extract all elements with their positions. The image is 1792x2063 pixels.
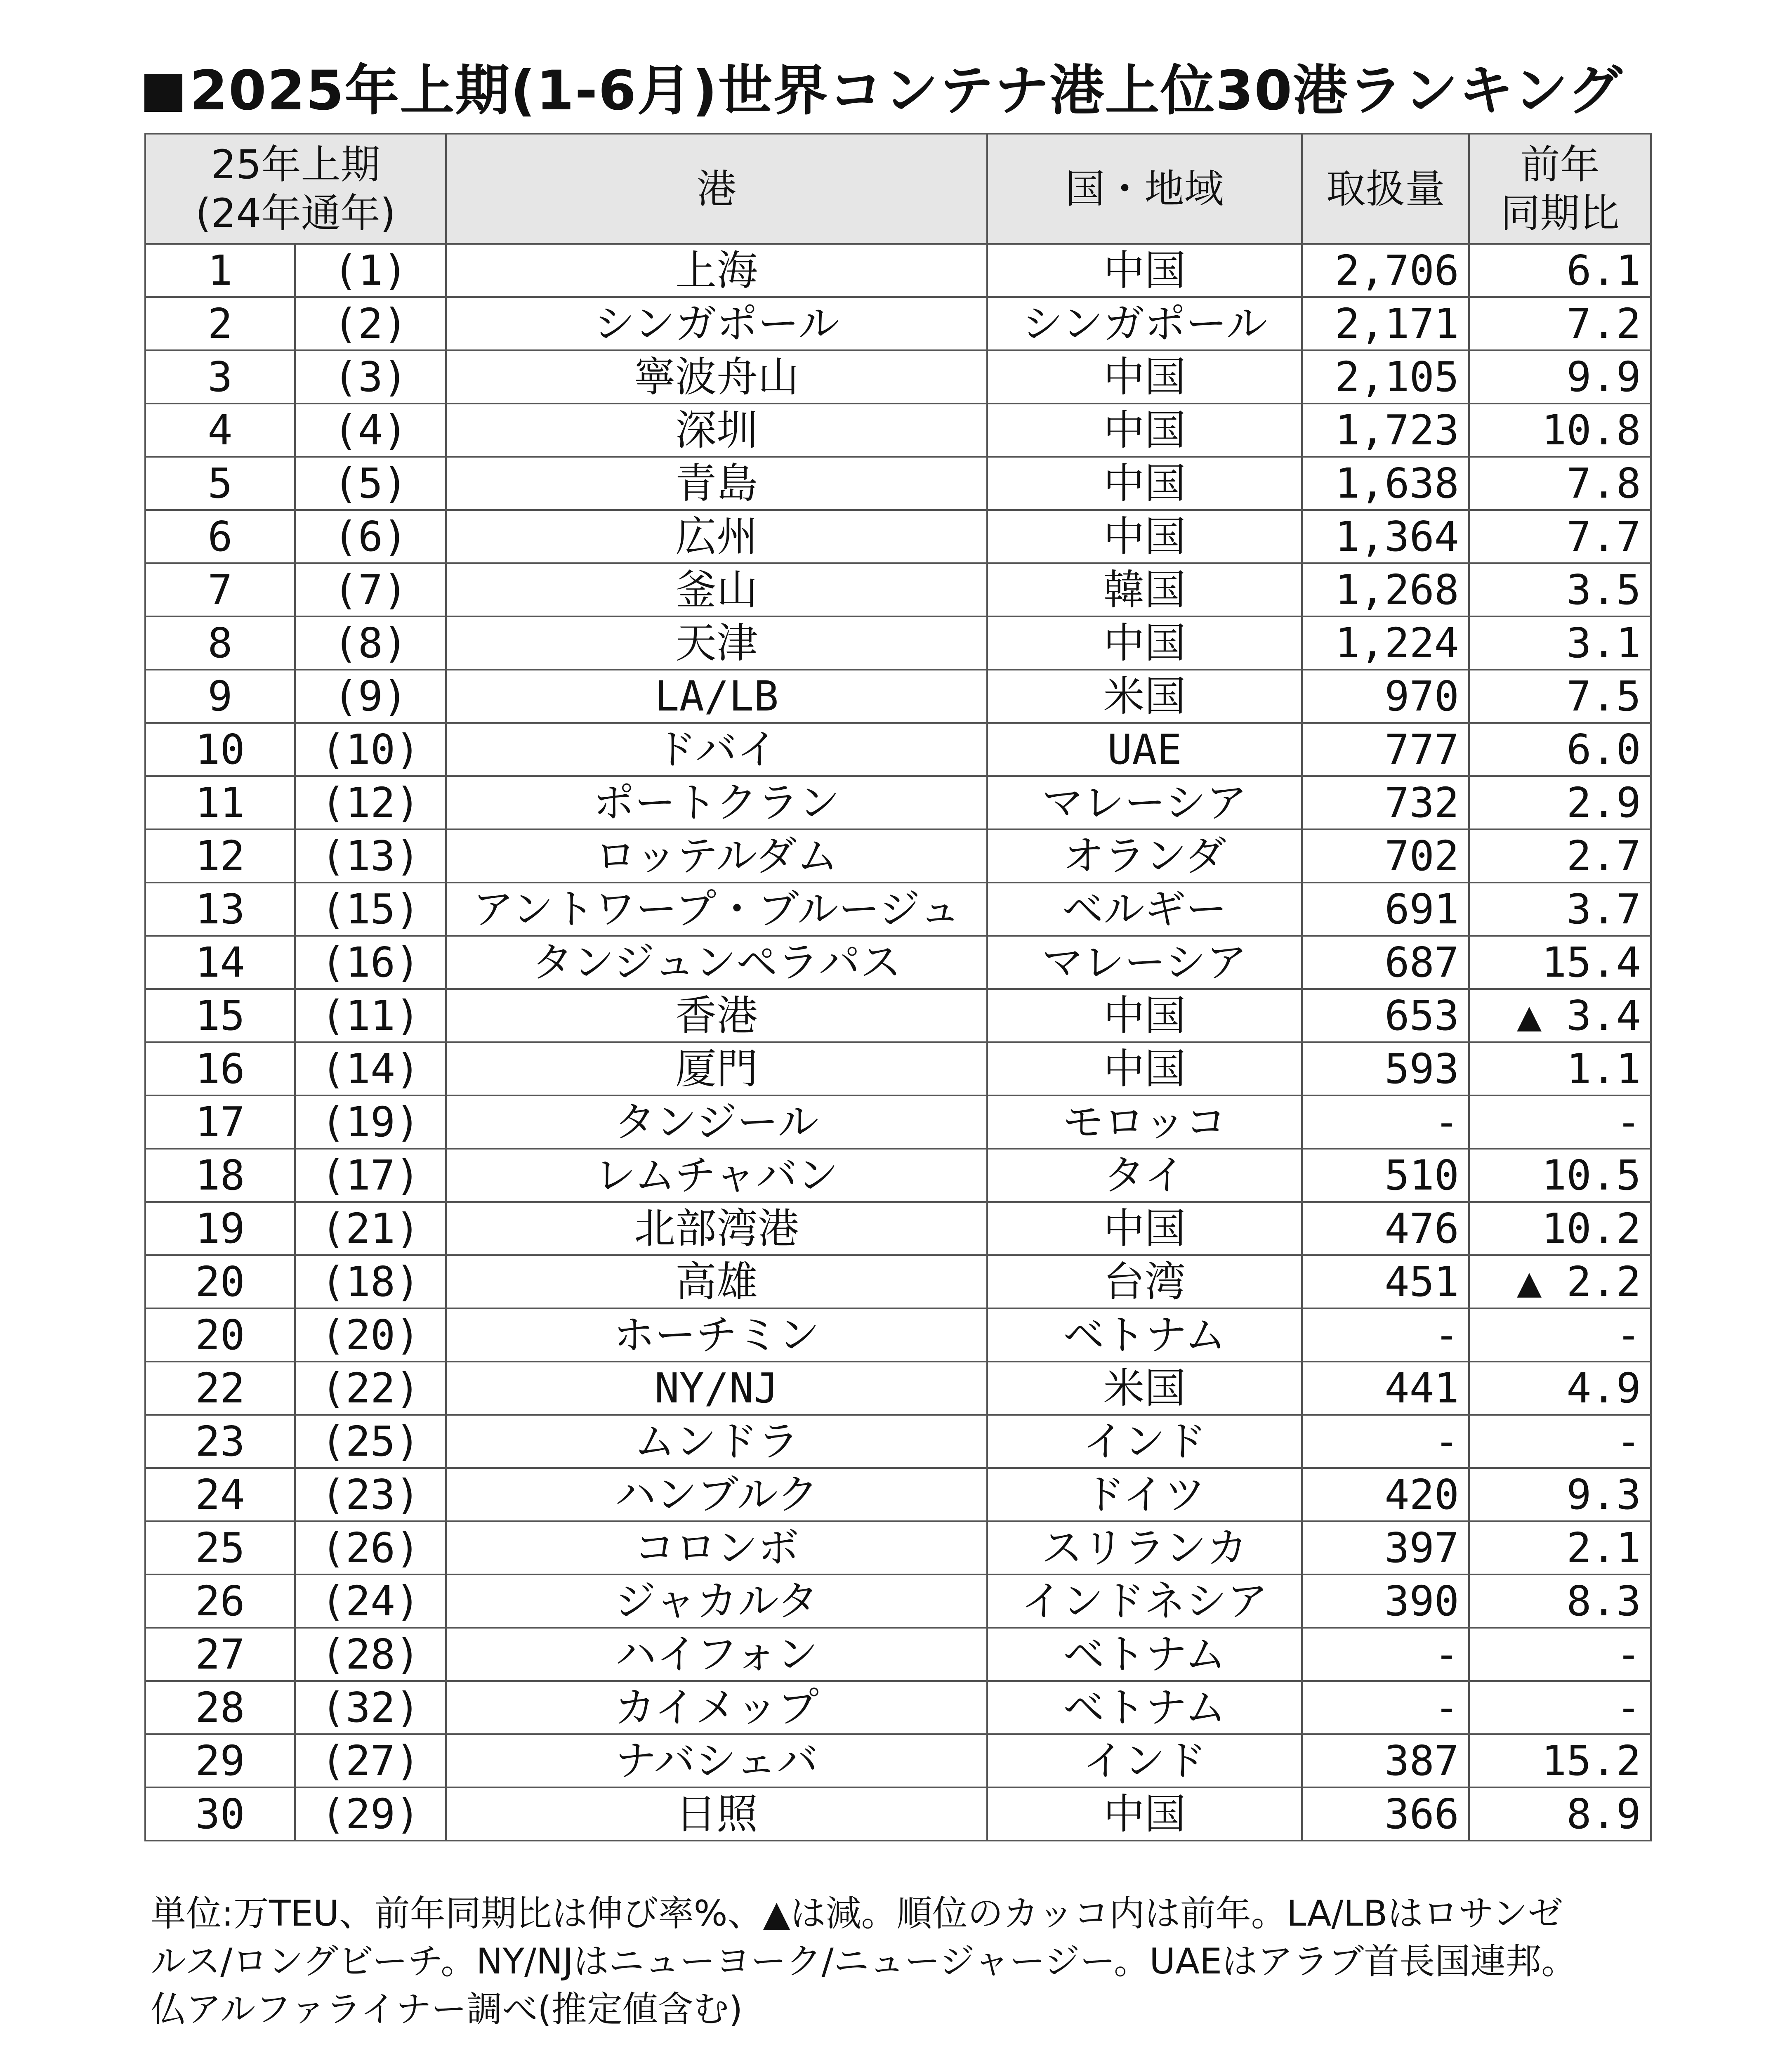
page-title-text: 2025年上期(1-6月)世界コンテナ港上位30港ランキング — [190, 59, 1623, 123]
rank-cell: 2 — [145, 297, 295, 350]
table-row — [145, 1149, 1651, 1202]
port-cell: カイメップ — [446, 1681, 987, 1734]
header-port: 港 — [446, 134, 987, 244]
volume-cell: 1,224 — [1302, 616, 1469, 670]
port-cell: 寧波舟山 — [446, 350, 987, 404]
change-cell: 8.9 — [1469, 1787, 1651, 1841]
change-cell: - — [1469, 1628, 1651, 1681]
prev-rank-cell: (9) — [295, 670, 446, 723]
header-country: 国・地域 — [987, 134, 1302, 244]
prev-rank-cell: (16) — [295, 936, 446, 989]
country-cell: UAE — [987, 723, 1302, 776]
port-cell: 北部湾港 — [446, 1202, 987, 1255]
header-change — [1469, 134, 1651, 244]
table-row — [145, 297, 1651, 350]
table-row — [145, 1255, 1651, 1308]
table-row — [145, 563, 1651, 616]
port-cell: タンジール — [446, 1095, 987, 1149]
port-cell: 広州 — [446, 510, 987, 563]
change-cell: - — [1469, 1308, 1651, 1362]
prev-rank-cell: (12) — [295, 776, 446, 829]
country-cell: スリランカ — [987, 1521, 1302, 1574]
header-rank-line1: 25年上期 — [211, 141, 380, 188]
table-row — [145, 723, 1651, 776]
port-cell: ドバイ — [446, 723, 987, 776]
volume-cell: 702 — [1302, 829, 1469, 883]
port-cell: ジャカルタ — [446, 1574, 987, 1628]
table-row — [145, 350, 1651, 404]
change-cell: 1.1 — [1469, 1042, 1651, 1095]
volume-cell: 510 — [1302, 1149, 1469, 1202]
footnote — [151, 1890, 1652, 2033]
port-cell: コロンボ — [446, 1521, 987, 1574]
country-cell: タイ — [987, 1149, 1302, 1202]
change-cell: 9.3 — [1469, 1468, 1651, 1521]
prev-rank-cell: (29) — [295, 1787, 446, 1841]
volume-cell: - — [1302, 1681, 1469, 1734]
volume-cell: 2,171 — [1302, 297, 1469, 350]
country-cell: 中国 — [987, 510, 1302, 563]
rank-cell: 20 — [145, 1308, 295, 1362]
port-cell: ナバシェバ — [446, 1734, 987, 1787]
volume-cell: 2,105 — [1302, 350, 1469, 404]
port-cell: 天津 — [446, 616, 987, 670]
country-cell: 中国 — [987, 616, 1302, 670]
volume-cell: 420 — [1302, 1468, 1469, 1521]
volume-cell: 397 — [1302, 1521, 1469, 1574]
footnote-line-1: 単位:万TEU、前年同期比は伸び率%、▲は減。順位のカッコ内は前年。LA/LBはロサンゼ — [151, 1893, 1563, 1934]
rank-cell: 20 — [145, 1255, 295, 1308]
change-cell: 3.5 — [1469, 563, 1651, 616]
port-cell: レムチャバン — [446, 1149, 987, 1202]
prev-rank-cell: (19) — [295, 1095, 446, 1149]
volume-cell: - — [1302, 1628, 1469, 1681]
change-cell: 15.4 — [1469, 936, 1651, 989]
port-cell: タンジュンペラパス — [446, 936, 987, 989]
port-cell: ロッテルダム — [446, 829, 987, 883]
volume-cell: 687 — [1302, 936, 1469, 989]
change-cell: - — [1469, 1681, 1651, 1734]
change-cell: 8.3 — [1469, 1574, 1651, 1628]
volume-cell: - — [1302, 1415, 1469, 1468]
change-cell: 10.5 — [1469, 1149, 1651, 1202]
volume-cell: 441 — [1302, 1362, 1469, 1415]
country-cell: 中国 — [987, 1042, 1302, 1095]
rank-cell: 30 — [145, 1787, 295, 1841]
change-cell: 7.7 — [1469, 510, 1651, 563]
prev-rank-cell: (10) — [295, 723, 446, 776]
table-row — [145, 1308, 1651, 1362]
country-cell: インドネシア — [987, 1574, 1302, 1628]
volume-cell: 1,638 — [1302, 457, 1469, 510]
country-cell: インド — [987, 1734, 1302, 1787]
port-cell: シンガポール — [446, 297, 987, 350]
header-change-line2: 同期比 — [1500, 190, 1620, 236]
rank-cell: 19 — [145, 1202, 295, 1255]
rank-cell: 14 — [145, 936, 295, 989]
port-cell: ポートクラン — [446, 776, 987, 829]
table-row — [145, 1628, 1651, 1681]
table-row — [145, 1415, 1651, 1468]
country-cell: 韓国 — [987, 563, 1302, 616]
volume-cell: 593 — [1302, 1042, 1469, 1095]
change-cell: 6.0 — [1469, 723, 1651, 776]
port-cell: 香港 — [446, 989, 987, 1042]
rank-cell: 3 — [145, 350, 295, 404]
country-cell: マレーシア — [987, 936, 1302, 989]
volume-cell: - — [1302, 1308, 1469, 1362]
country-cell: 中国 — [987, 1787, 1302, 1841]
table-header-row — [145, 134, 1651, 244]
prev-rank-cell: (8) — [295, 616, 446, 670]
table-row — [145, 936, 1651, 989]
table-row — [145, 883, 1651, 936]
country-cell: 中国 — [987, 989, 1302, 1042]
country-cell: 米国 — [987, 670, 1302, 723]
table-row — [145, 989, 1651, 1042]
change-cell: 9.9 — [1469, 350, 1651, 404]
rank-cell: 6 — [145, 510, 295, 563]
header-rank-line2: (24年通年) — [195, 190, 396, 236]
rank-cell: 8 — [145, 616, 295, 670]
rank-cell: 27 — [145, 1628, 295, 1681]
volume-cell: 451 — [1302, 1255, 1469, 1308]
header-volume: 取扱量 — [1302, 134, 1469, 244]
country-cell: インド — [987, 1415, 1302, 1468]
country-cell: シンガポール — [987, 297, 1302, 350]
rank-cell: 5 — [145, 457, 295, 510]
volume-cell: 387 — [1302, 1734, 1469, 1787]
rank-cell: 1 — [145, 244, 295, 297]
change-cell: 2.1 — [1469, 1521, 1651, 1574]
header-change-line1: 前年 — [1520, 141, 1600, 188]
country-cell: 中国 — [987, 457, 1302, 510]
volume-cell: 777 — [1302, 723, 1469, 776]
prev-rank-cell: (2) — [295, 297, 446, 350]
volume-cell: 1,268 — [1302, 563, 1469, 616]
port-cell: 釜山 — [446, 563, 987, 616]
country-cell: ベトナム — [987, 1681, 1302, 1734]
table-row — [145, 616, 1651, 670]
change-cell: ▲ 3.4 — [1469, 989, 1651, 1042]
change-cell: 6.1 — [1469, 244, 1651, 297]
country-cell: オランダ — [987, 829, 1302, 883]
prev-rank-cell: (14) — [295, 1042, 446, 1095]
change-cell: - — [1469, 1095, 1651, 1149]
prev-rank-cell: (22) — [295, 1362, 446, 1415]
change-cell: 4.9 — [1469, 1362, 1651, 1415]
prev-rank-cell: (32) — [295, 1681, 446, 1734]
country-cell: 中国 — [987, 404, 1302, 457]
volume-cell: 970 — [1302, 670, 1469, 723]
country-cell: 米国 — [987, 1362, 1302, 1415]
prev-rank-cell: (28) — [295, 1628, 446, 1681]
volume-cell: - — [1302, 1095, 1469, 1149]
change-cell: 10.8 — [1469, 404, 1651, 457]
rank-cell: 16 — [145, 1042, 295, 1095]
prev-rank-cell: (23) — [295, 1468, 446, 1521]
rank-cell: 7 — [145, 563, 295, 616]
change-cell: 2.9 — [1469, 776, 1651, 829]
footnote-line-3: 仏アルファライナー調べ(推定値含む) — [151, 1989, 743, 2030]
change-cell: 10.2 — [1469, 1202, 1651, 1255]
table-row — [145, 1734, 1651, 1787]
country-cell: 中国 — [987, 1202, 1302, 1255]
change-cell: ▲ 2.2 — [1469, 1255, 1651, 1308]
prev-rank-cell: (20) — [295, 1308, 446, 1362]
change-cell: 3.7 — [1469, 883, 1651, 936]
volume-cell: 476 — [1302, 1202, 1469, 1255]
port-cell: 上海 — [446, 244, 987, 297]
rank-cell: 12 — [145, 829, 295, 883]
prev-rank-cell: (6) — [295, 510, 446, 563]
rank-cell: 11 — [145, 776, 295, 829]
port-cell: 高雄 — [446, 1255, 987, 1308]
port-cell: LA/LB — [446, 670, 987, 723]
table-row — [145, 404, 1651, 457]
port-cell: ムンドラ — [446, 1415, 987, 1468]
table-row — [145, 1681, 1651, 1734]
table-row — [145, 1787, 1651, 1841]
prev-rank-cell: (15) — [295, 883, 446, 936]
port-cell: 厦門 — [446, 1042, 987, 1095]
country-cell: ドイツ — [987, 1468, 1302, 1521]
volume-cell: 390 — [1302, 1574, 1469, 1628]
table-row — [145, 457, 1651, 510]
rank-cell: 26 — [145, 1574, 295, 1628]
prev-rank-cell: (11) — [295, 989, 446, 1042]
footnote-line-2: ルス/ロングビーチ。NY/NJはニューヨーク/ニュージャージー。UAEはアラブ首長国連邦。 — [151, 1941, 1577, 1982]
rank-cell: 4 — [145, 404, 295, 457]
prev-rank-cell: (3) — [295, 350, 446, 404]
prev-rank-cell: (25) — [295, 1415, 446, 1468]
rank-cell: 25 — [145, 1521, 295, 1574]
prev-rank-cell: (1) — [295, 244, 446, 297]
table-row — [145, 1362, 1651, 1415]
volume-cell: 691 — [1302, 883, 1469, 936]
port-cell: 深圳 — [446, 404, 987, 457]
table-row — [145, 1574, 1651, 1628]
table-row — [145, 244, 1651, 297]
table-row — [145, 776, 1651, 829]
port-cell: NY/NJ — [446, 1362, 987, 1415]
country-cell: 台湾 — [987, 1255, 1302, 1308]
rank-cell: 13 — [145, 883, 295, 936]
country-cell: ベトナム — [987, 1308, 1302, 1362]
table-row — [145, 1521, 1651, 1574]
ranking-table — [144, 133, 1652, 1841]
table-row — [145, 829, 1651, 883]
header-rank — [145, 134, 446, 244]
change-cell: 7.8 — [1469, 457, 1651, 510]
volume-cell: 1,723 — [1302, 404, 1469, 457]
country-cell: マレーシア — [987, 776, 1302, 829]
prev-rank-cell: (21) — [295, 1202, 446, 1255]
table-body — [145, 244, 1651, 1841]
prev-rank-cell: (7) — [295, 563, 446, 616]
table-row — [145, 670, 1651, 723]
rank-cell: 10 — [145, 723, 295, 776]
country-cell: ベトナム — [987, 1628, 1302, 1681]
rank-cell: 17 — [145, 1095, 295, 1149]
port-cell: アントワープ・ブルージュ — [446, 883, 987, 936]
rank-cell: 28 — [145, 1681, 295, 1734]
country-cell: ベルギー — [987, 883, 1302, 936]
page-title — [144, 50, 1629, 132]
change-cell: 7.2 — [1469, 297, 1651, 350]
volume-cell: 1,364 — [1302, 510, 1469, 563]
rank-cell: 22 — [145, 1362, 295, 1415]
rank-cell: 9 — [145, 670, 295, 723]
rank-cell: 15 — [145, 989, 295, 1042]
prev-rank-cell: (27) — [295, 1734, 446, 1787]
table-row — [145, 1095, 1651, 1149]
port-cell: 青島 — [446, 457, 987, 510]
country-cell: 中国 — [987, 244, 1302, 297]
black-square-icon — [144, 74, 182, 112]
prev-rank-cell: (18) — [295, 1255, 446, 1308]
prev-rank-cell: (26) — [295, 1521, 446, 1574]
rank-cell: 23 — [145, 1415, 295, 1468]
port-cell: 日照 — [446, 1787, 987, 1841]
prev-rank-cell: (4) — [295, 404, 446, 457]
volume-cell: 653 — [1302, 989, 1469, 1042]
port-cell: ホーチミン — [446, 1308, 987, 1362]
prev-rank-cell: (5) — [295, 457, 446, 510]
rank-cell: 18 — [145, 1149, 295, 1202]
change-cell: - — [1469, 1415, 1651, 1468]
prev-rank-cell: (13) — [295, 829, 446, 883]
volume-cell: 2,706 — [1302, 244, 1469, 297]
rank-cell: 24 — [145, 1468, 295, 1521]
table-row — [145, 510, 1651, 563]
rank-cell: 29 — [145, 1734, 295, 1787]
prev-rank-cell: (17) — [295, 1149, 446, 1202]
change-cell: 2.7 — [1469, 829, 1651, 883]
port-cell: ハイフォン — [446, 1628, 987, 1681]
change-cell: 7.5 — [1469, 670, 1651, 723]
volume-cell: 366 — [1302, 1787, 1469, 1841]
change-cell: 3.1 — [1469, 616, 1651, 670]
prev-rank-cell: (24) — [295, 1574, 446, 1628]
country-cell: 中国 — [987, 350, 1302, 404]
volume-cell: 732 — [1302, 776, 1469, 829]
table-row — [145, 1042, 1651, 1095]
country-cell: モロッコ — [987, 1095, 1302, 1149]
table-row — [145, 1202, 1651, 1255]
table-row — [145, 1468, 1651, 1521]
port-cell: ハンブルク — [446, 1468, 987, 1521]
change-cell: 15.2 — [1469, 1734, 1651, 1787]
